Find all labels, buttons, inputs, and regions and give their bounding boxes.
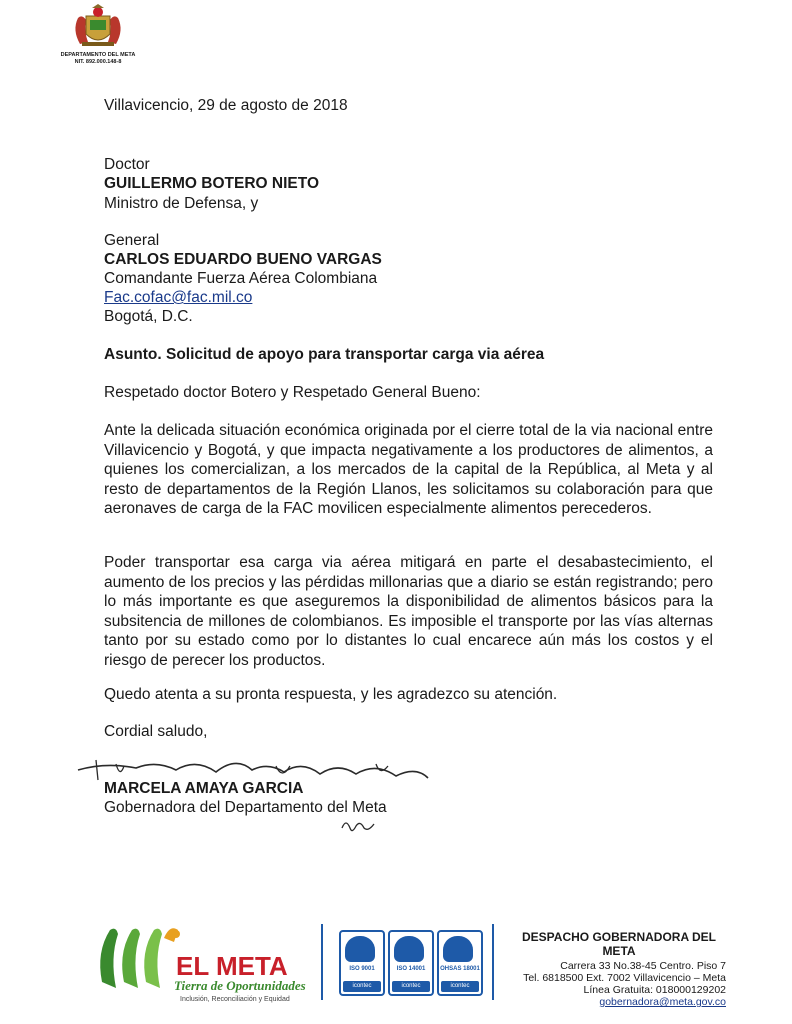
cert-brand: icontec (392, 981, 430, 992)
cert-code: ISO 14001 (396, 966, 426, 972)
footer-divider-left (321, 924, 323, 1000)
letter-closing: Cordial saludo, (104, 723, 208, 740)
letter-closing-line: Quedo atenta a su pronta respuesta, y les agradezco su atención. (104, 686, 558, 703)
office-phone: Tel. 6818500 Ext. 7002 Villavicencio – Meta (523, 972, 726, 984)
initials-mark (338, 816, 378, 838)
icontec-icon (394, 936, 424, 962)
crest-caption-nit: NIT. 892.000.148-8 (74, 59, 122, 65)
signer-role: Gobernadora del Departamento del Meta (104, 799, 387, 816)
icontec-icon (345, 936, 375, 962)
logo-main-text: EL META (176, 951, 288, 981)
cert-iso-14001-badge (388, 930, 434, 996)
logo-tagline: Tierra de Oportunidades (174, 978, 306, 993)
letter-subject: Asunto. Solicitud de apoyo para transportar carga via aérea (104, 346, 545, 363)
cert-brand: icontec (441, 981, 479, 992)
recipient1-title: Doctor (104, 156, 150, 173)
crest-caption-department: DEPARTAMENTO DEL META (60, 52, 136, 58)
cert-brand: icontec (343, 981, 381, 992)
cert-ohsas-18001-badge (437, 930, 483, 996)
recipient1-role: Ministro de Defensa, y (104, 195, 259, 212)
letter-paragraph-1: Ante la delicada situación económica originada por el cierre total de la via nacional entre Villavicencio y Bogotá, y que impacta negativamente a los productores de alimentos, a quienes los comercializan, a los mercados de la capital de la República, al Meta y al resto de departamentos de la Región Llanos, les solicitamos su colaboración para que aeronaves de carga de la FAC movilicen especialmente alimentos perecederos. (104, 422, 713, 517)
office-email-link[interactable]: gobernadora@meta.gov.co (599, 996, 726, 1008)
signer-name: MARCELA AMAYA GARCIA (104, 780, 304, 797)
letter-salutation: Respetado doctor Botero y Respetado General Bueno: (104, 384, 481, 401)
cert-iso-9001-badge (339, 930, 385, 996)
office-address: Carrera 33 No.38-45 Centro. Piso 7 (560, 960, 726, 972)
recipient2-title: General (104, 232, 160, 249)
department-crest-logo (66, 4, 130, 50)
office-title: DESPACHO GOBERNADORA DEL META (521, 930, 716, 958)
recipient2-role: Comandante Fuerza Aérea Colombiana (104, 270, 378, 287)
cert-code: OHSAS 18001 (440, 966, 480, 972)
office-toll-free: Línea Gratuita: 018000129202 (583, 984, 726, 996)
recipient2-email-link[interactable]: Fac.cofac@fac.mil.co (104, 289, 253, 306)
recipient2-name: CARLOS EDUARDO BUENO VARGAS (104, 251, 382, 268)
icontec-icon (443, 936, 473, 962)
footer-divider-right (492, 924, 494, 1000)
letter-date: Villavicencio, 29 de agosto de 2018 (104, 97, 348, 114)
logo-subtagline: Inclusión, Reconciliación y Equidad (180, 996, 290, 1003)
letter-paragraph-2: Poder transportar esa carga via aérea mitigará en parte el desabastecimiento, el aumento de los precios y las pérdidas millonarias que a diario se están registrando; pero lo más importante es que aseguremos la disponibilidad de alimentos básicos para la subsitencia de millones de colombianos. Es imposible el transporte por las vías alternas tanto por su estado como por lo distantes lo cual encarece aún más los costos y el riesgo de perecer los productos. (104, 554, 713, 669)
recipient1-name: GUILLERMO BOTERO NIETO (104, 175, 319, 192)
recipient2-city: Bogotá, D.C. (104, 308, 193, 325)
cert-code: ISO 9001 (349, 966, 375, 972)
